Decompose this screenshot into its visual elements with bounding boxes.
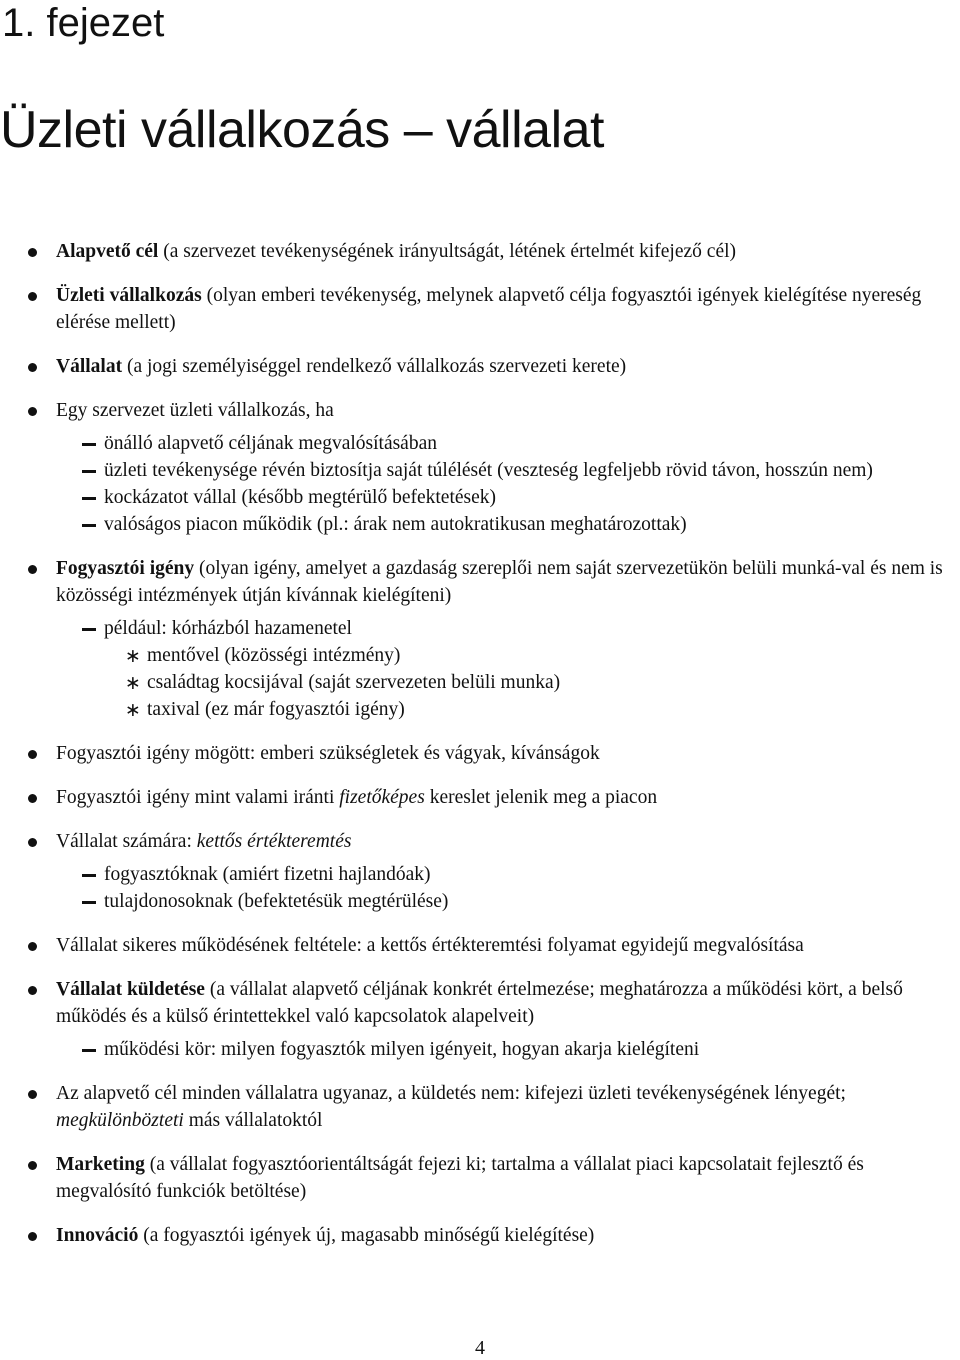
main-content [28,238,960,1266]
sub-list [56,430,960,538]
list-item-alapveto-cel [28,238,960,265]
bullet-icon [28,363,37,372]
term-alapveto-cel: Alapvető cél [56,241,159,262]
sub-item-text: valóságos piacon működik (pl.: árak nem autokratikusan meghatározottak) [104,514,687,535]
dash-icon [82,874,96,877]
list-item-vallalat [28,353,960,380]
page-number: 4 [475,1337,485,1359]
dash-icon [82,524,96,527]
asterisk-icon: ∗ [125,672,141,694]
list-item-fogyasztoi-igeny [28,555,960,723]
item-text-after: más vállalatoktól [183,1110,323,1131]
chapter-title: Üzleti vállalkozás – vállalat [0,101,604,159]
sub-list [56,861,960,915]
sub-sub-item-text: családtag kocsijával (saját szervezeten belüli munka) [147,672,561,693]
definition-text: (a vállalat alapvető céljának konkrét értelmezése; meghatározza a működési kört, a belső működés és a külső érintettekkel való kapcsolatok alapelveit) [56,979,903,1027]
bullet-icon [28,407,37,416]
definition-text: (a szervezet tevékenységének irányultságát, létének értelmét kifejező cél) [158,241,737,262]
dash-icon [82,497,96,500]
sub-sub-list-item [104,669,960,696]
item-text: Egy szervezet üzleti vállalkozás, ha [56,400,334,421]
sub-list-item [56,861,960,888]
bullet-icon [28,942,37,951]
sub-sub-list [104,642,960,723]
bullet-icon [28,1161,37,1170]
list-item-kuldetes-kulonbseg [28,1080,960,1134]
bullet-icon [28,1232,37,1241]
bullet-icon [28,248,37,257]
term-fogyasztoi-igeny: Fogyasztói igény [56,558,195,579]
bullet-icon [28,794,37,803]
bullet-icon [28,292,37,301]
sub-item-text: kockázatot vállal (később megtérülő befektetések) [104,487,496,508]
list-item-sikeres-mukodes [28,932,960,959]
sub-item-text: például: kórházból hazamenetel [104,618,352,639]
sub-list-item [56,615,960,723]
emphasis-kettos-ertekteremtes: kettős értékteremtés [196,831,352,852]
item-text: Az alapvető cél minden vállalatra ugyanaz, a küldetés nem: kifejezi üzleti tevékenységének lényegét; [56,1083,846,1104]
item-text: Fogyasztói igény mint valami iránti [56,787,340,808]
term-vallalat: Vállalat [56,356,123,377]
item-text: Vállalat számára: [56,831,197,852]
bullet-icon [28,1090,37,1099]
emphasis-fizetokepes: fizetőképes [339,787,425,808]
dash-icon [82,443,96,446]
sub-list-item [56,484,960,511]
sub-sub-list-item [104,642,960,669]
item-text: Vállalat sikeres működésének feltétele: a kettős értékteremtési folyamat egyidejű megvalósítása [56,935,804,956]
term-uzleti-vallalkozas: Üzleti vállalkozás [56,285,202,306]
sub-list [56,615,960,723]
sub-list-item [56,888,960,915]
list-item-innovacio [28,1222,960,1249]
definition-text: (olyan emberi tevékenység, melynek alapvető célja fogyasztói igények kielégítése nyereség elérése mellett) [56,285,922,333]
chapter-label: 1. fejezet [2,1,165,45]
term-innovacio: Innováció [56,1225,139,1246]
sub-item-text: tulajdonosoknak (befektetésük megtérülése) [104,891,449,912]
sub-item-text: működési kör: milyen fogyasztók milyen igényeit, hogyan akarja kielégíteni [104,1039,700,1060]
dash-icon [82,901,96,904]
item-text-after: kereslet jelenik meg a piacon [424,787,658,808]
list-item-fizetokepes-kereslet [28,784,960,811]
list-item-vallalat-kuldetese [28,976,960,1063]
sub-item-text: fogyasztóknak (amiért fizetni hajlandóak) [104,864,431,885]
bullet-list [28,238,960,1249]
list-item-kettos-ertekteremtes [28,828,960,915]
list-item-igeny-mogott [28,740,960,767]
sub-list-item [56,457,960,484]
emphasis-megkulonbozteti: megkülönbözteti [56,1110,184,1131]
bullet-icon [28,986,37,995]
bullet-icon [28,750,37,759]
dash-icon [82,628,96,631]
sub-list-item [56,1036,960,1063]
item-text: Fogyasztói igény mögött: emberi szükségletek és vágyak, kívánságok [56,743,600,764]
sub-list-item [56,430,960,457]
dash-icon [82,1049,96,1052]
definition-text: (a fogyasztói igények új, magasabb minőségű kielégítése) [138,1225,595,1246]
bullet-icon [28,838,37,847]
term-marketing: Marketing [56,1154,145,1175]
sub-item-text: üzleti tevékenysége révén biztosítja saját túlélését (veszteség legfeljebb rövid távon, hosszún nem) [104,460,873,481]
definition-text: (a vállalat fogyasztóorientáltságát fejezi ki; tartalma a vállalat piaci kapcsolatait fejlesztő és megvalósító funkciók betöltése) [56,1154,864,1202]
sub-sub-item-text: taxival (ez már fogyasztói igény) [147,699,405,720]
list-item-marketing [28,1151,960,1205]
list-item-uzleti-vallalkozas [28,282,960,336]
term-vallalat-kuldetese: Vállalat küldetése [56,979,205,1000]
bullet-icon [28,565,37,574]
asterisk-icon: ∗ [125,699,141,721]
definition-text: (a jogi személyiséggel rendelkező vállalkozás szervezeti kerete) [122,356,627,377]
asterisk-icon: ∗ [125,645,141,667]
sub-item-text: önálló alapvető céljának megvalósításában [104,433,437,454]
sub-list [56,1036,960,1063]
definition-text: (olyan igény, amelyet a gazdaság szereplői nem saját szervezetükön belüli munká-val és nem is közösségi intézmények útján kívánnak kielégíteni) [56,558,943,606]
sub-sub-list-item [104,696,960,723]
sub-list-item [56,511,960,538]
dash-icon [82,470,96,473]
sub-sub-item-text: mentővel (közösségi intézmény) [147,645,401,666]
list-item-szervezet-feltetelek [28,397,960,538]
